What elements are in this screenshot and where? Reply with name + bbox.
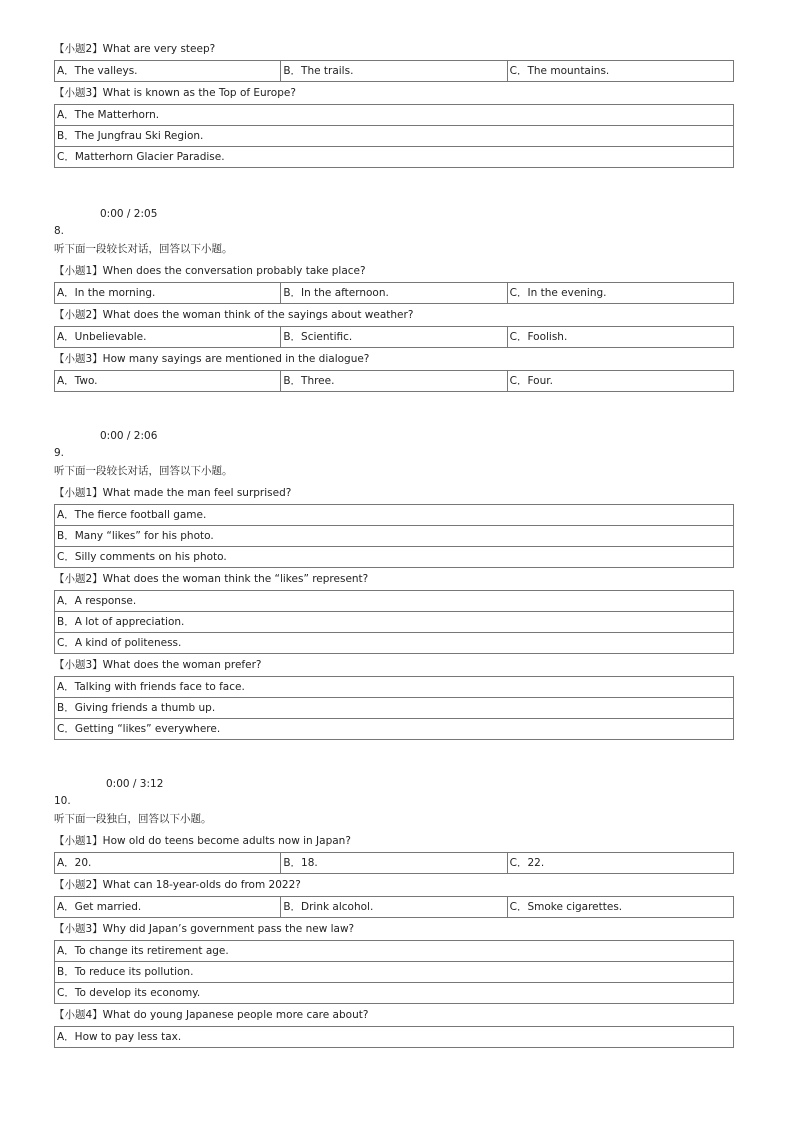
options-row <box>54 282 734 304</box>
option-b[interactable]: B．In the afternoon. <box>281 283 507 304</box>
option-c[interactable]: C．Getting “likes” everywhere. <box>55 719 734 740</box>
option-a[interactable]: A．In the morning. <box>55 283 281 304</box>
question-number: 10. <box>54 795 71 807</box>
option-a[interactable]: A．Talking with friends face to face. <box>55 677 734 698</box>
option-a[interactable]: A．The Matterhorn. <box>55 105 734 126</box>
question-stem: 【小题4】What do young Japanese people more care about? <box>54 1009 369 1021</box>
listening-instruction: 听下面一段较长对话，回答以下小题。 <box>54 243 233 255</box>
option-a[interactable]: A．The valleys. <box>55 61 281 82</box>
option-a[interactable]: A．Unbelievable. <box>55 327 281 348</box>
option-a[interactable]: A．A response. <box>55 591 734 612</box>
option-c[interactable]: C．In the evening. <box>507 283 733 304</box>
question-stem: 【小题1】What made the man feel surprised? <box>54 487 292 499</box>
audio-player-time[interactable]: 0:00 / 2:06 <box>100 430 158 442</box>
option-c[interactable]: C．Silly comments on his photo. <box>55 547 734 568</box>
option-b[interactable]: B．Many “likes” for his photo. <box>55 526 734 547</box>
options-stack <box>54 104 734 168</box>
question-stem: 【小题3】Why did Japan’s government pass the new law? <box>54 923 355 935</box>
listening-instruction: 听下面一段独白，回答以下小题。 <box>54 813 212 825</box>
question-number: 8. <box>54 225 65 237</box>
option-b[interactable]: B．Scientific. <box>281 327 507 348</box>
options-row <box>54 326 734 348</box>
option-a[interactable]: A．The fierce football game. <box>55 505 734 526</box>
option-b[interactable]: B．Three. <box>281 371 507 392</box>
question-stem: 【小题2】What can 18-year-olds do from 2022? <box>54 879 301 891</box>
option-b[interactable]: B．18. <box>281 853 507 874</box>
option-b[interactable]: B．To reduce its pollution. <box>55 962 734 983</box>
option-a[interactable]: A．Get married. <box>55 897 281 918</box>
option-c[interactable]: C．Matterhorn Glacier Paradise. <box>55 147 734 168</box>
question-number: 9. <box>54 447 65 459</box>
audio-player-time[interactable]: 0:00 / 3:12 <box>106 778 164 790</box>
question-stem: 【小题1】How old do teens become adults now in Japan? <box>54 835 351 847</box>
options-row <box>54 896 734 918</box>
option-c[interactable]: C．Foolish. <box>507 327 733 348</box>
option-c[interactable]: C．To develop its economy. <box>55 983 734 1004</box>
option-c[interactable]: C．Four. <box>507 371 733 392</box>
option-a[interactable]: A．How to pay less tax. <box>55 1027 734 1048</box>
options-stack <box>54 676 734 740</box>
exam-page <box>54 38 734 1048</box>
option-c[interactable]: C．The mountains. <box>507 61 733 82</box>
question-stem: 【小题3】What is known as the Top of Europe? <box>54 87 296 99</box>
option-b[interactable]: B．Giving friends a thumb up. <box>55 698 734 719</box>
option-b[interactable]: B．A lot of appreciation. <box>55 612 734 633</box>
options-stack <box>54 590 734 654</box>
question-stem: 【小题3】How many sayings are mentioned in the dialogue? <box>54 353 370 365</box>
question-stem: 【小题2】What does the woman think of the sayings about weather? <box>54 309 414 321</box>
option-c[interactable]: C．Smoke cigarettes. <box>507 897 733 918</box>
option-c[interactable]: C．22. <box>507 853 733 874</box>
options-stack <box>54 1026 734 1048</box>
options-row <box>54 370 734 392</box>
listening-instruction: 听下面一段较长对话，回答以下小题。 <box>54 465 233 477</box>
option-b[interactable]: B．The trails. <box>281 61 507 82</box>
option-b[interactable]: B．The Jungfrau Ski Region. <box>55 126 734 147</box>
options-row <box>54 852 734 874</box>
question-stem: 【小题3】What does the woman prefer? <box>54 659 262 671</box>
options-stack <box>54 504 734 568</box>
options-stack <box>54 940 734 1004</box>
question-stem: 【小题2】What does the woman think the “likes” represent? <box>54 573 369 585</box>
question-stem: 【小题2】What are very steep? <box>54 43 216 55</box>
option-b[interactable]: B．Drink alcohol. <box>281 897 507 918</box>
audio-player-time[interactable]: 0:00 / 2:05 <box>100 208 158 220</box>
option-a[interactable]: A．Two. <box>55 371 281 392</box>
option-a[interactable]: A．To change its retirement age. <box>55 941 734 962</box>
option-a[interactable]: A．20. <box>55 853 281 874</box>
question-stem: 【小题1】When does the conversation probably take place? <box>54 265 366 277</box>
options-row <box>54 60 734 82</box>
option-c[interactable]: C．A kind of politeness. <box>55 633 734 654</box>
